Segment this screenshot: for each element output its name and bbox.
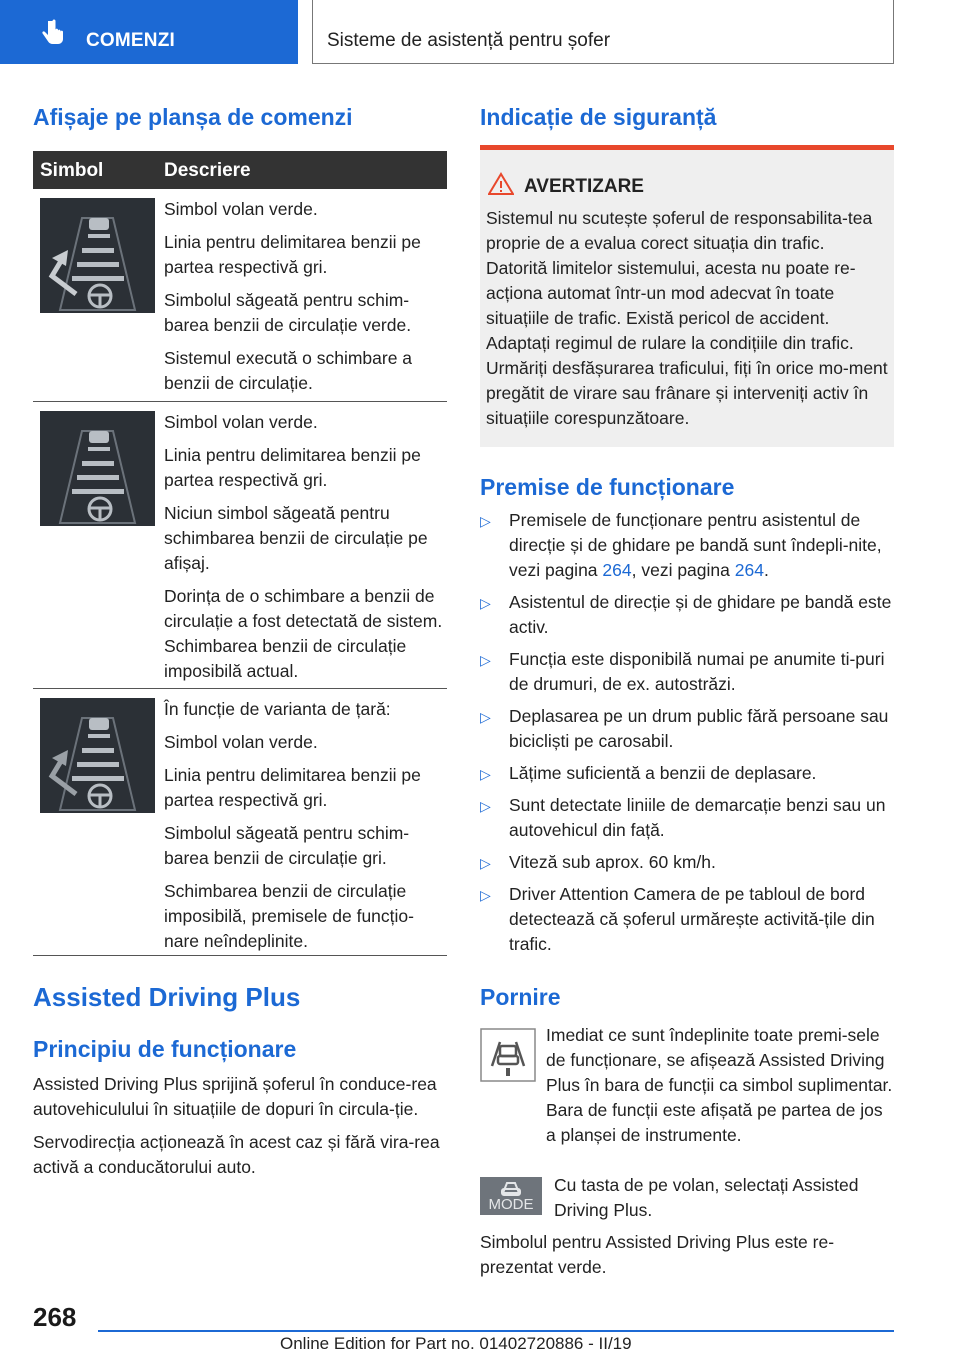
- triangle-bullet-icon: ▷: [480, 652, 491, 668]
- page-number: 268: [33, 1302, 77, 1332]
- start-title: Pornire: [480, 984, 561, 1010]
- lane-assist-no-arrow-icon: [40, 411, 155, 526]
- principle-title: Principiu de funcționare: [33, 1036, 297, 1062]
- mode-button-icon: [480, 1177, 542, 1215]
- list-item: [480, 508, 896, 583]
- triangle-bullet-icon: ▷: [480, 855, 491, 871]
- list-item-text: Premisele de funcționare pentru asistentul de direcție și de ghidare pe bandă sunt îndepli-nite, vezi pagina: [509, 510, 882, 580]
- row-line: Linia pentru delimitarea benzii pe partea respectivă gri.: [164, 765, 421, 810]
- table-header-symbol: Simbol: [40, 160, 104, 181]
- table-row: [33, 189, 447, 402]
- row-line: Dorința de o schimbare a benzii de circulație a fost detectată de sistem. Schimbarea benzii de circulație imposibilă actual.: [164, 586, 443, 681]
- row-line: Linia pentru delimitarea benzii pe partea respectivă gri.: [164, 445, 421, 490]
- row-line: Simbol volan verde.: [164, 412, 318, 432]
- table-row-description: [164, 197, 444, 404]
- principle-paragraph: Assisted Driving Plus sprijină șoferul în conduce-rea autovehiculului în situațiile de dopuri în circula-ție.: [33, 1074, 437, 1119]
- page-link[interactable]: 264: [734, 560, 764, 580]
- row-line: Simbolul săgeată pentru schim-barea benzii de circulație verde.: [164, 290, 412, 335]
- list-item: [480, 590, 896, 640]
- list-item-text: Funcția este disponibilă numai pe anumite ti-puri de drumuri, de ex. autostrăzi.: [509, 649, 885, 694]
- table-row-description: [164, 697, 444, 962]
- table-row: [33, 402, 447, 689]
- row-line: Niciun simbol săgeată pentru schimbarea benzii de circulație pe afișaj.: [164, 503, 428, 573]
- list-item-text: Sunt detectate liniile de demarcație benzi sau un autovehicul din față.: [509, 795, 886, 840]
- list-item-text: Viteză sub aprox. 60 km/h.: [509, 852, 716, 872]
- list-item-text: Driver Attention Camera de pe tabloul de bord detectează că șoferul urmărește activită-țile din trafic.: [509, 884, 875, 954]
- triangle-bullet-icon: ▷: [480, 887, 491, 903]
- row-line: Simbol volan verde.: [164, 199, 318, 219]
- start-paragraph-1-container: [480, 1023, 896, 1148]
- start-paragraph: Cu tasta de pe volan, selectați Assisted Driving Plus.: [554, 1175, 859, 1220]
- page-header: [0, 0, 960, 66]
- footer-divider: [98, 1330, 894, 1332]
- row-line: Sistemul execută o schimbare a benzii de circulație.: [164, 348, 413, 393]
- mode-label: MODE: [488, 1196, 534, 1213]
- safety-title: Indicație de siguranță: [480, 104, 717, 130]
- list-item: [480, 793, 896, 843]
- section-title-displays: Afișaje pe planșa de comenzi: [33, 104, 353, 130]
- start-paragraph: Simbolul pentru Assisted Driving Plus este re-prezentat verde.: [480, 1232, 835, 1277]
- start-paragraph-text: Imediat ce sunt îndeplinite toate premi-sele de funcționare, se afișează Assisted Driving Plus în bara de funcții ca simbol suplimentar. Bara de funcții este afișată pe partea de jos a planșei de instrumente.: [546, 1025, 893, 1145]
- list-item-text: .: [763, 560, 769, 580]
- warning-triangle-icon: [488, 172, 514, 196]
- list-item: [480, 761, 896, 786]
- triangle-bullet-icon: ▷: [480, 513, 491, 529]
- table-header: [33, 151, 447, 189]
- chapter-tab-label: COMENZI: [86, 30, 176, 51]
- row-line: Schimbarea benzii de circulație imposibilă, premisele de funcțio-nare neîndeplinite.: [164, 881, 414, 951]
- row-line: Simbol volan verde.: [164, 732, 318, 752]
- principle-paragraph: Servodirecția acționează în acest caz și fără vira-rea activă a conducătorului auto.: [33, 1132, 440, 1177]
- table-header-description: Descriere: [164, 160, 251, 181]
- triangle-bullet-icon: ▷: [480, 798, 491, 814]
- warning-text: Sistemul nu scutește șoferul de responsabilita-tea proprie de a evalua corect situația din trafic. Datorită limitelor sistemului, acesta nu poate re-acționa automat într-un mod adecvat în toate situațiile de trafic. Există pericol de accident. Adaptați regimul de rulare la condițiile din trafic. Urmăriți desfășurarea traficului, fiți în orice mo-ment pregătit de virare sau frânare și interveniți activ în situațiile corespunzătoare.: [486, 208, 888, 428]
- chapter-title: Sisteme de asistență pentru șofer: [327, 30, 611, 51]
- row-line: Linia pentru delimitarea benzii pe partea respectivă gri.: [164, 232, 421, 277]
- row-line: Simbolul săgeată pentru schim-barea benzii de circulație gri.: [164, 823, 410, 868]
- page-link[interactable]: 264: [602, 560, 632, 580]
- list-item-text: Asistentul de direcție și de ghidare pe bandă este activ.: [509, 592, 892, 637]
- prereq-title: Premise de funcționare: [480, 474, 735, 500]
- table-row: [33, 689, 447, 956]
- triangle-bullet-icon: ▷: [480, 766, 491, 782]
- list-item-text: Deplasarea pe un drum public fără persoane sau bicicliști pe carosabil.: [509, 706, 889, 751]
- prereq-list-container: [480, 508, 896, 964]
- list-item-text: , vezi pagina: [631, 560, 735, 580]
- assisted-driving-title: Assisted Driving Plus: [33, 982, 301, 1012]
- hand-touch-icon: [38, 18, 68, 48]
- chapter-title-box: [312, 0, 894, 64]
- list-item-text: Lățime suficientă a benzii de deplasare.: [509, 763, 817, 783]
- lane-change-arrow-green-icon: [40, 198, 155, 313]
- list-item: [480, 850, 896, 875]
- start-paragraph: [480, 1023, 896, 1148]
- start-paragraph-3-container: [480, 1230, 896, 1288]
- table-row-description: [164, 410, 444, 692]
- warning-box: [480, 145, 894, 447]
- chapter-tab[interactable]: [0, 0, 298, 64]
- triangle-bullet-icon: ▷: [480, 595, 491, 611]
- triangle-bullet-icon: ▷: [480, 709, 491, 725]
- list-item: [480, 704, 896, 754]
- prereq-list: [480, 508, 896, 957]
- lane-change-arrow-gray-icon: [40, 698, 155, 813]
- start-paragraph-2-container: [554, 1173, 894, 1231]
- list-item: [480, 882, 896, 957]
- warning-label: AVERTIZARE: [524, 176, 644, 197]
- row-line: În funcție de varianta de țară:: [164, 699, 391, 719]
- footer-edition: Online Edition for Part no. 01402720886 - II/19: [280, 1334, 632, 1353]
- principle-text: [33, 1072, 447, 1188]
- list-item: [480, 647, 896, 697]
